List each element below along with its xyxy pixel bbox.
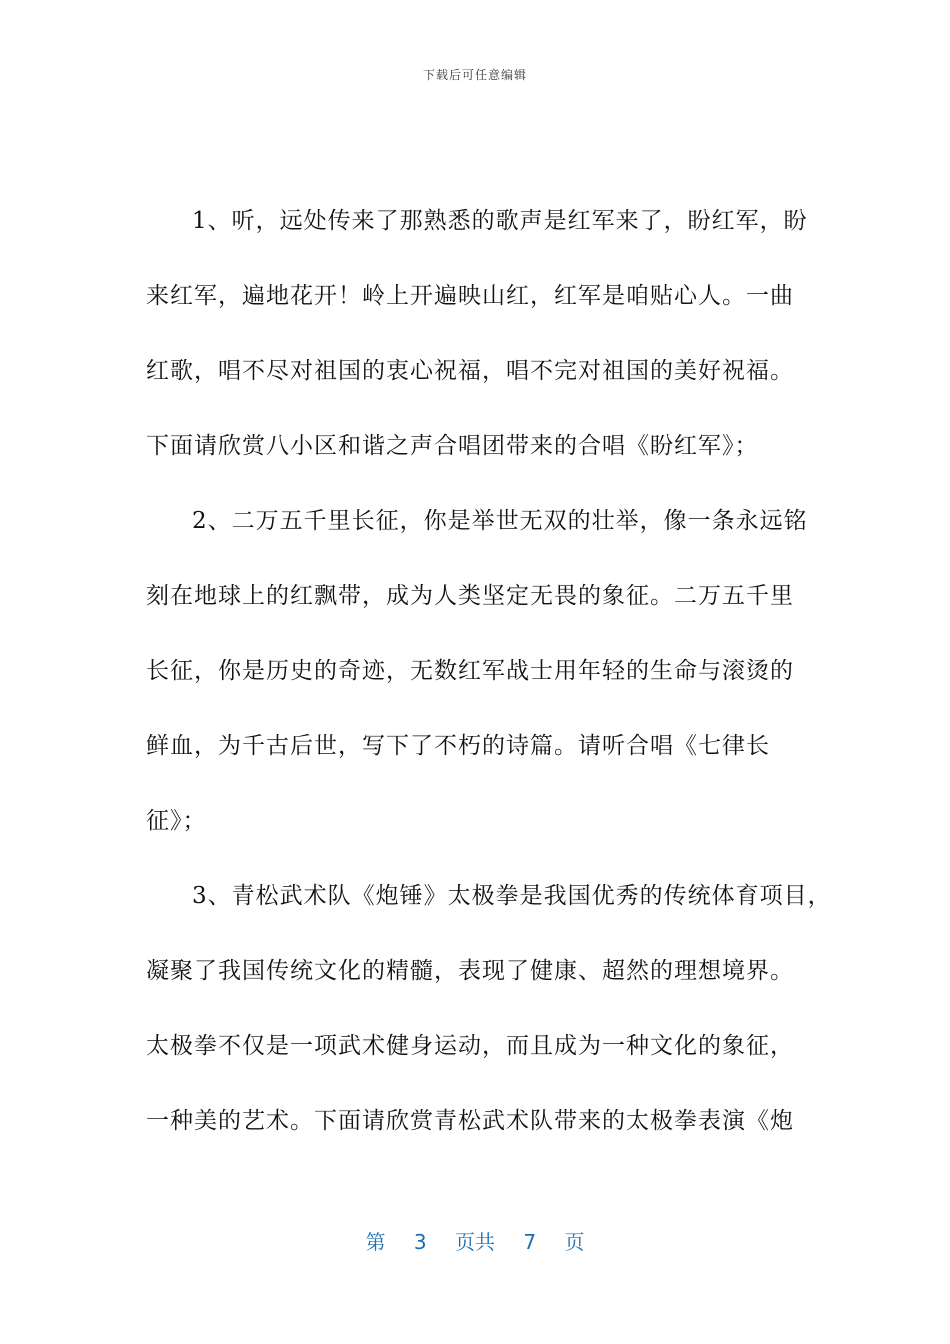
paragraph-1-line-4: 下面请欣赏八小区和谐之声合唱团带来的合唱《盼红军》； [146,433,759,459]
paragraph-2-line-2: 刻在地球上的红飘带，成为人类坚定无畏的象征。二万五千里 [146,583,794,609]
paragraph-3-line-2: 凝聚了我国传统文化的精髓，表现了健康、超然的理想境界。 [146,958,794,984]
paragraph-2-line-5: 征》； [146,808,207,834]
paragraph-2-line-4: 鲜血，为千古后世，写下了不朽的诗篇。请听合唱《七律长 [146,733,770,759]
document-body [146,196,832,1171]
page-footer [0,1226,950,1255]
paragraph-1-line-2: 来红军，遍地花开！岭上开遍映山红，红军是咱贴心人。一曲 [146,283,794,309]
paragraph-1-line-3: 红歌，唱不尽对祖国的衷心祝福，唱不完对祖国的美好祝福。 [146,358,794,384]
page-header-note: 下载后可任意编辑 [422,68,527,82]
footer-current-page: 3 [413,1230,427,1254]
paragraph-2-line-3: 长征，你是历史的奇迹，无数红军战士用年轻的生命与滚烫的 [146,658,794,684]
paragraph-3-line-3: 太极拳不仅是一项武术健身运动，而且成为一种文化的象征， [146,1033,794,1059]
paragraph-2-line-1: 2、二万五千里长征，你是举世无双的壮举，像一条永远铭 [192,508,808,534]
paragraph-3-line-4: 一种美的艺术。下面请欣赏青松武术队带来的太极拳表演《炮 [146,1108,794,1134]
footer-prefix: 第 [365,1230,386,1254]
footer-middle: 页共 [455,1230,495,1254]
footer-suffix: 页 [564,1230,585,1254]
paragraph-1-line-1: 1、听，远处传来了那熟悉的歌声是红军来了，盼红军，盼 [192,208,808,234]
paragraph-3-line-1: 3、青松武术队《炮锤》太极拳是我国优秀的传统体育项目， [192,883,832,909]
footer-total-pages: 7 [523,1230,537,1254]
